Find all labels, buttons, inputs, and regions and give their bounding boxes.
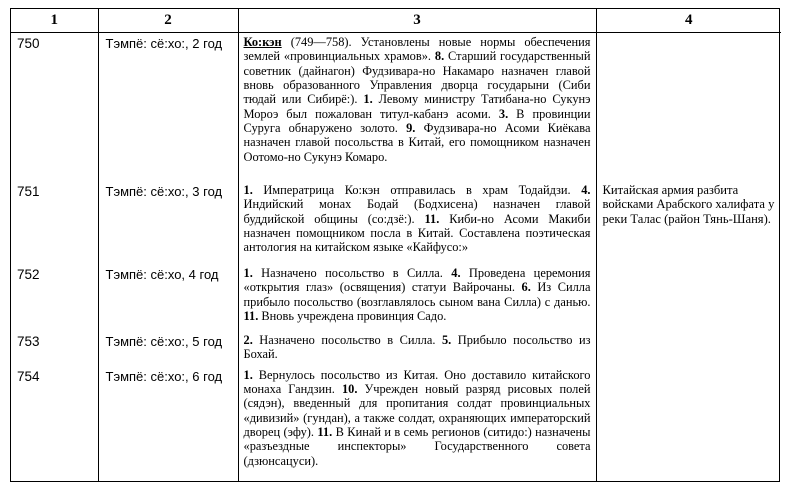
year-cell [11, 331, 98, 366]
era-value: Тэмпё: сё:хо:, 6 год [105, 368, 223, 384]
year-cell [11, 181, 98, 264]
column-header-1: 1 [11, 9, 98, 33]
events-text: 2. Назначено посольство в Силла. 5. Прибыло посольство из Бохай. [243, 332, 591, 362]
world-events-cell [596, 33, 781, 181]
table-row [11, 264, 781, 331]
year-value: 751 [17, 183, 40, 199]
year-value: 753 [17, 333, 40, 349]
world-events-cell [596, 181, 781, 264]
era-cell [98, 264, 238, 331]
table-header-row [11, 9, 781, 33]
era-cell [98, 331, 238, 366]
events-cell [238, 264, 596, 331]
events-text: 1. Императрица Ко:кэн отправилась в храм Тодайдзи. 4. Индийский монах Бодай (Бодхисена) назначен главой буддийской общины (со:дзё:). 11. Киби-но Асоми Макиби назначен помощником посла в Китай. Составлена поэтическая антология на китайском языке «Кайфусо:» [243, 182, 591, 255]
chronology-table-container [10, 8, 780, 482]
table-row [11, 366, 781, 482]
world-events-cell [596, 331, 781, 366]
column-header-2: 2 [98, 9, 238, 33]
year-value: 754 [17, 368, 40, 384]
table-body [11, 33, 781, 482]
era-value: Тэмпё: сё:хо:, 2 год [105, 36, 223, 51]
events-text: 1. Назначено посольство в Силла. 4. Проведена церемония «открытия глаз» (освящения) статуи Вайрочаны. 6. Из Силла прибыло посольство (возглавлялось сыном вана Силла) с данью. 11. Вновь учреждена провинция Садо. [243, 265, 591, 323]
era-value: Тэмпё: сё:хо, 4 год [105, 266, 219, 282]
column-header-3: 3 [238, 9, 596, 33]
table-row [11, 33, 781, 181]
era-value: Тэмпё: сё:хо:, 5 год [105, 333, 223, 349]
world-events-cell [596, 366, 781, 482]
chronology-table [11, 9, 781, 481]
year-value: 752 [17, 266, 40, 282]
events-text: Ко:кэн (749—758). Установлены новые нормы обеспечения землей «провинциальных храмов». 8. Старший государственный советник (дайнагон) Фудзивара-но Накамаро назначен главой вновь образованного Управления дворца государыни (Сиби тюдай или Сибирё:). 1. Левому министру Татибана-но Сукунэ Мороэ был пожалован титул-кабанэ асоми. 3. В провинции Суруга обнаружено золото. 9. Фудзивара-но Асоми Киёкава назначен главой посольства в Китай, его помощником назначен Оотомо-но Сукунэ Комаро. [243, 35, 591, 164]
events-cell [238, 331, 596, 366]
era-cell [98, 33, 238, 181]
events-cell [238, 181, 596, 264]
year-value: 750 [17, 36, 40, 51]
year-cell [11, 366, 98, 482]
era-cell [98, 181, 238, 264]
world-events-text: Китайская армия разбита войсками Арабского халифата у реки Талас (район Тянь-Шаня). [602, 182, 775, 227]
year-cell [11, 264, 98, 331]
year-cell [11, 33, 98, 181]
world-events-cell [596, 264, 781, 331]
column-header-4: 4 [596, 9, 781, 33]
era-cell [98, 366, 238, 482]
table-row [11, 331, 781, 366]
era-value: Тэмпё: сё:хо:, 3 год [105, 183, 223, 199]
events-cell [238, 366, 596, 482]
events-text: 1. Вернулось посольство из Китая. Оно доставило китайского монаха Гандзин. 10. Учрежден новый разряд рисовых полей (сядэн), введенный для пропитания солдат провинциальных «дивизий» (гундан), а также солдат, охраняющих императорский дворец (эфу). 11. В Кинай и в семь регионов (ситидо:) назначены «разъездные инспекторы» Государственного совета (дзюнсацуси). [243, 367, 591, 468]
table-row [11, 181, 781, 264]
events-cell [238, 33, 596, 181]
